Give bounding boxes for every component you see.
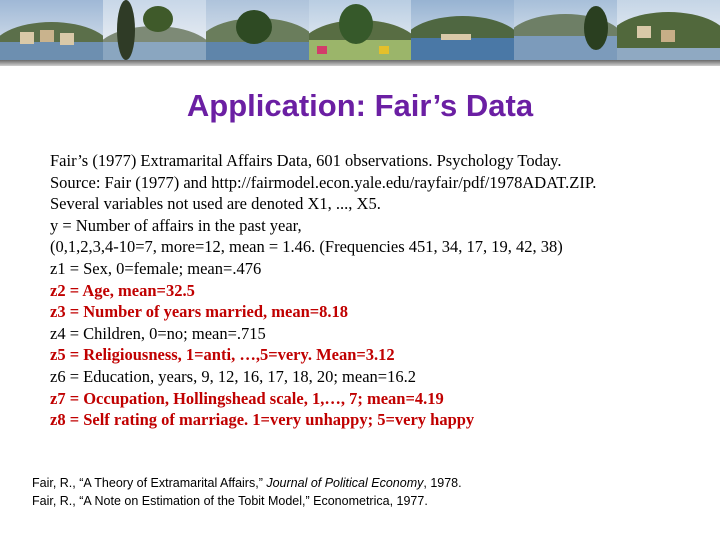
data-description-line: Fair’s (1977) Extramarital Affairs Data, 601 observations. Psychology Today. xyxy=(50,151,562,170)
variable-z1: z1 = Sex, 0=female; mean=.476 xyxy=(50,258,262,278)
slide-body xyxy=(50,150,710,431)
bay-panorama-photo xyxy=(411,0,514,60)
palm-harbor-photo xyxy=(103,0,206,60)
variable-z4: z4 = Children, 0=no; mean=.715 xyxy=(50,323,266,343)
variable-z3: z3 = Number of years married, mean=8.18 xyxy=(50,302,349,322)
dependent-variable-line: y = Number of affairs in the past year, xyxy=(50,215,302,235)
hillside-village-photo xyxy=(617,0,720,60)
variable-z8: z8 = Self rating of marriage. 1=very unhappy; 5=very happy xyxy=(50,410,475,430)
reference-2: Fair, R., “A Note on Estimation of the Tobit Model,” Econometrica, 1977. xyxy=(32,494,428,508)
mountain-lake-photo xyxy=(514,0,617,60)
lakeside-promenade-photo xyxy=(206,0,309,60)
header-photo-banner xyxy=(0,0,720,60)
slide-title: Application: Fair’s Data xyxy=(186,88,534,123)
reference-1-authors-title: Fair, R., “A Theory of Extramarital Affairs,” xyxy=(32,476,267,490)
header-divider xyxy=(0,60,720,66)
variable-z6: z6 = Education, years, 9, 12, 16, 17, 18, 20; mean=16.2 xyxy=(50,366,416,386)
reference-1 xyxy=(32,474,712,492)
variable-z2: z2 = Age, mean=32.5 xyxy=(50,280,195,300)
flower-garden-photo xyxy=(309,0,412,60)
variable-z5: z5 = Religiousness, 1=anti, …,5=very. Mean=3.12 xyxy=(50,345,395,365)
references xyxy=(32,474,712,510)
reference-1-year: , 1978. xyxy=(423,476,462,490)
variable-z7: z7 = Occupation, Hollingshead scale, 1,…, 7; mean=4.19 xyxy=(50,388,444,408)
frequencies-line: (0,1,2,3,4-10=7, more=12, mean = 1.46. (Frequencies 451, 34, 17, 19, 42, 38) xyxy=(50,237,563,257)
unused-variables-line: Several variables not used are denoted X1, ..., X5. xyxy=(50,194,381,214)
lake-town-photo xyxy=(0,0,103,60)
source-line: Source: Fair (1977) and http://fairmodel.econ.yale.edu/rayfair/pdf/1978ADAT.ZIP. xyxy=(50,172,597,192)
reference-1-journal: Journal of Political Economy xyxy=(266,476,424,490)
